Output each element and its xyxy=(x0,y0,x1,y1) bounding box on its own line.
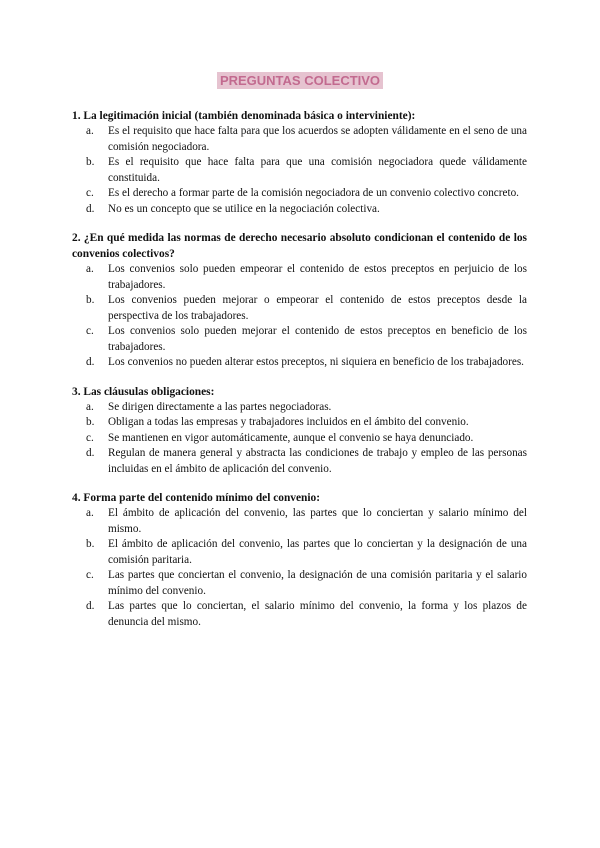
question-1 xyxy=(72,108,527,217)
question-text: 1. La legitimación inicial (también denominada básica o interviniente): xyxy=(72,110,416,122)
question-text: 3. Las cláusulas obligaciones: xyxy=(72,385,215,398)
option-letter: c. xyxy=(86,187,94,199)
option-text: Obligan a todas las empresas y trabajadores incluidos en el ámbito del convenio. xyxy=(108,416,469,428)
option-item xyxy=(72,155,527,186)
option-item xyxy=(72,431,527,447)
option-letter: b. xyxy=(86,416,95,428)
page-title: PREGUNTAS COLECTIVO xyxy=(217,72,383,89)
question-text: 4. Forma parte del contenido mínimo del convenio: xyxy=(72,492,321,504)
option-item xyxy=(72,202,527,218)
question-text: 2. ¿En qué medida las normas de derecho necesario absoluto condicionan el contenido de los convenios colectivos? xyxy=(72,232,527,260)
option-item xyxy=(72,124,527,155)
option-text: No es un concepto que se utilice en la negociación colectiva. xyxy=(108,202,380,215)
option-list xyxy=(72,124,527,217)
option-text: El ámbito de aplicación del convenio, las partes que lo conciertan y la designación de una comisión paritaria. xyxy=(108,538,527,566)
option-letter: c. xyxy=(86,431,94,444)
option-letter: d. xyxy=(86,600,95,612)
option-letter: b. xyxy=(86,294,95,306)
option-letter: a. xyxy=(86,400,94,413)
option-text: Regulan de manera general y abstracta las condiciones de trabajo y empleo de las personas incluidas en el ámbito de aplicación del convenio. xyxy=(108,447,527,475)
option-item xyxy=(72,186,527,202)
option-text: Los convenios solo pueden empeorar el contenido de estos preceptos en perjuicio de los trabajadores. xyxy=(108,263,527,291)
option-text: Es el requisito que hace falta para que los acuerdos se adopten válidamente en el seno de una comisión negociadora. xyxy=(108,125,527,153)
option-list xyxy=(72,506,527,630)
option-letter: c. xyxy=(86,325,94,337)
option-text: Los convenios no pueden alterar estos preceptos, ni siquiera en beneficio de los trabajadores. xyxy=(108,356,524,368)
option-text: Se mantienen en vigor automáticamente, aunque el convenio se haya denunciado. xyxy=(108,431,474,444)
option-item xyxy=(72,355,527,371)
option-letter: c. xyxy=(86,569,94,581)
option-item xyxy=(72,415,527,431)
question-2 xyxy=(72,230,527,371)
option-text: Se dirigen directamente a las partes negociadoras. xyxy=(108,400,332,413)
question-4 xyxy=(72,490,527,630)
option-text: Es el requisito que hace falta para que una comisión negociadora quede válidamente constituida. xyxy=(108,156,527,184)
option-letter: a. xyxy=(86,263,94,275)
option-text: Las partes que conciertan el convenio, la designación de una comisión paritaria y el salario mínimo del convenio. xyxy=(108,569,527,597)
option-item xyxy=(72,537,527,568)
option-list xyxy=(72,400,527,478)
option-item xyxy=(72,506,527,537)
option-letter: b. xyxy=(86,156,95,168)
option-item xyxy=(72,400,527,416)
option-letter: d. xyxy=(86,356,95,368)
option-item xyxy=(72,262,527,293)
option-text: Las partes que lo conciertan, el salario mínimo del convenio, la forma y los plazos de denuncia del mismo. xyxy=(108,600,527,628)
option-letter: d. xyxy=(86,447,95,459)
option-letter: b. xyxy=(86,538,95,550)
option-text: Es el derecho a formar parte de la comisión negociadora de un convenio colectivo concreto. xyxy=(108,187,519,199)
option-text: Los convenios solo pueden mejorar el contenido de estos preceptos en beneficio de los trabajadores. xyxy=(108,325,527,353)
question-3 xyxy=(72,384,527,478)
option-item xyxy=(72,293,527,324)
option-text: Los convenios pueden mejorar o empeorar el contenido de estos preceptos desde la perspectiva de los trabajadores. xyxy=(108,294,527,322)
option-letter: a. xyxy=(86,125,94,137)
option-letter: a. xyxy=(86,507,94,519)
option-list xyxy=(72,262,527,371)
question-list xyxy=(72,108,527,643)
option-item xyxy=(72,446,527,477)
option-item xyxy=(72,324,527,355)
option-text: El ámbito de aplicación del convenio, las partes que lo conciertan y salario mínimo del mismo. xyxy=(108,507,527,535)
option-letter: d. xyxy=(86,202,95,215)
title-wrap xyxy=(0,72,600,90)
option-item xyxy=(72,568,527,599)
option-item xyxy=(72,599,527,630)
